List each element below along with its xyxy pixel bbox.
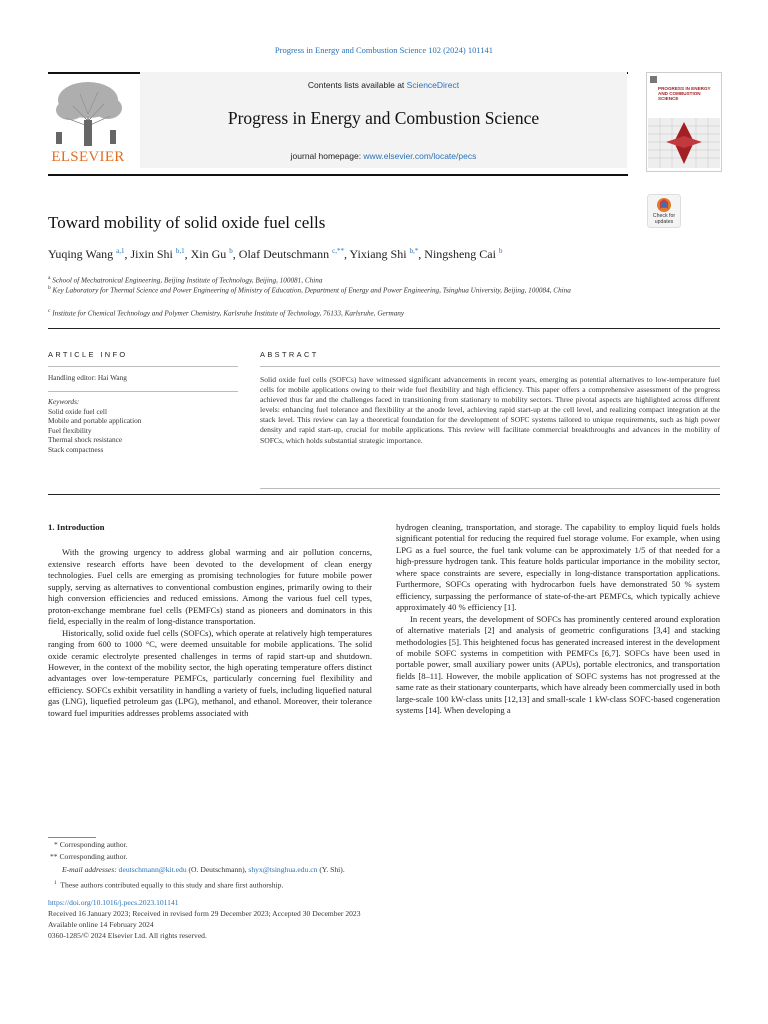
keyword: Solid oxide fuel cell (48, 406, 107, 416)
paragraph: With the growing urgency to address global warming and air pollution concerns, extensive research efforts have been devoted to the development of clean energy technologies. Fuel cells are emerging as promising technologies for future mobile power supply, serving as alternatives to conventional combustion engines, primarily owing to their high conversion efficiencies and reduced emissions. Among the various fuel cell types, proton-exchange membrane fuel cells (PEMFCs) stand as pioneers and dominators in this field, especially in the realm of long-distance transportation. (48, 547, 372, 627)
paragraph: hydrogen cleaning, transportation, and storage. The capability to employ liquid fuels holds significant potential for reducing the required fuel storage volume. For example, when using LPG as a fuel source, the fuel tank volume can be approximately 1/5 of that needed for a high-pressure hydrogen tank. This feature holds particular importance in the mobility sector, where space constraints are severe, especially in long-distance transportation applications. Furthermore, SOFCs operating with hydrocarbon fuels have demonstrated 50 % system efficiency, surpassing the performance of state-of-the-art PEMFCs, which typically achieve approximately 40 % efficiency [1]. (396, 522, 720, 613)
email-label: E-mail addresses: (62, 865, 117, 874)
author[interactable]: Xin Gu $^b$, (190, 247, 239, 261)
journal-citation[interactable]: Progress in Energy and Combustion Science 102 (2024) 101141 (274, 45, 494, 55)
footnote-equal-contribution: $^1$ These authors contributed equally to this study and share first authorship. (54, 880, 284, 890)
abstract-text: Solid oxide fuel cells (SOFCs) have witnessed significant advancements in recent years, emerging as potential alternatives to low-temperature fuel cells for mobile applications owing to their wide fuel flexibility and high efficiency. This paper offers a comprehensive assessment of the progress achieved thus far and the challenges faced in transitioning from stationary to mobility sectors. Three pivotal aspects are highlighted across different levels: enhancing fuel tolerance and flexibility at the anode level, achieving rapid start-up at the cell level, and realizing compact integration at the stack level. This review can lay a theoretical foundation for the development of SOFC systems tailored to unique requirements, such as high power density and rapid start-up, crucial for mobile applications. This review will facilitate commercial breakthroughs and advances in the mobility of SOFCs, which holds substantial strategic importance. (260, 375, 720, 445)
author[interactable]: Yixiang Shi $^{b,*}$, (349, 247, 425, 261)
abstract-heading: ABSTRACT (260, 350, 319, 359)
homepage-prefix: journal homepage: (290, 151, 364, 161)
affiliation: $^b$ Key Laboratory for Thermal Science and Power Engineering of Ministry of Education, Department of Energy and Power Engineering, Tsinghua University, Beijing, 100084, China (48, 285, 571, 295)
footnote-emails: E-mail addresses: deutschmann@kit.edu (O. Deutschmann), shyx@tsinghua.edu.cn (Y. Shi). (62, 865, 345, 874)
email-link[interactable]: deutschmann@kit.edu (118, 865, 187, 874)
affiliation: $^a$ School of Mechatronical Engineering, Beijing Institute of Technology, Beijing, 100081, China (48, 275, 323, 285)
copyright: 0360-1285/© 2024 Elsevier Ltd. All rights reserved. (48, 930, 207, 940)
article-info-heading: ARTICLE INFO (48, 350, 128, 359)
divider (48, 366, 238, 367)
sciencedirect-link[interactable]: ScienceDirect (406, 80, 460, 90)
contents-prefix: Contents lists available at (307, 80, 407, 90)
divider (260, 366, 720, 367)
check-for-updates-label: Check for updates (652, 213, 676, 225)
contents-line (140, 80, 627, 90)
author-list (48, 247, 502, 262)
divider (48, 328, 720, 329)
divider (48, 494, 720, 495)
divider (48, 391, 238, 392)
cover-title: PROGRESS IN ENERGY AND COMBUSTION SCIENCE (658, 86, 711, 101)
keyword: Fuel flexibility (48, 425, 92, 435)
received-dates: Received 16 January 2023; Received in revised form 29 December 2023; Accepted 30 December 2023 (48, 908, 361, 918)
footnote-corresponding: ** Corresponding author. (50, 852, 128, 861)
footnote-rule (48, 837, 96, 838)
article-title: Toward mobility of solid oxide fuel cells (48, 213, 326, 232)
author[interactable]: Yuqing Wang $^{a,1}$, (48, 247, 131, 261)
keyword: Mobile and portable application (48, 416, 142, 426)
paragraph: In recent years, the development of SOFCs has prominently centered around exploration of alternative materials [2] and analysis of geometric configurations [3,4] and stacking methodologies [5]. This heightened focus has generated increased interest in the development of mobile SOFC systems in competition with PEMFCs [6,7]. SOFCs have been used in portable power, small auxiliary power units (APUs), portable electronics, and transportation fields [8–11]. However, the mobile application of SOFC systems has not progressed at the same rate as their stationary counterparts, which have already been commercially used in both large-scale 100 kW-class units [12,13] and small-scale 1 kW-class SOFC-based cogeneration systems [14]. When developing a (396, 613, 720, 716)
body-column-right (396, 522, 720, 717)
homepage-line (140, 151, 627, 161)
doi-link[interactable]: https://doi.org/10.1016/j.pecs.2023.101141 (48, 898, 179, 907)
handling-editor: Handling editor: Hai Wang (48, 373, 127, 382)
elsevier-wordmark: ELSEVIER (51, 149, 125, 165)
author[interactable]: Ningsheng Cai $^b$ (424, 247, 503, 261)
publication-info (48, 898, 720, 942)
keywords-block (48, 397, 238, 455)
body-column-left (48, 522, 372, 719)
homepage-link[interactable]: www.elsevier.com/locate/pecs (363, 151, 477, 161)
divider (260, 488, 720, 489)
header-rule-bottom (48, 174, 628, 176)
author[interactable]: Olaf Deutschmann $^{c,**}$, (238, 247, 350, 261)
keywords-label: Keywords: (48, 397, 80, 406)
keyword: Thermal shock resistance (48, 435, 123, 445)
paragraph: Historically, solid oxide fuel cells (SOFCs), which operate at relatively high temperatures ranging from 600 to 1000 °C, were deemed unsuitable for mobile applications. The solid oxide ceramic electrolyte presented challenges in terms of rapid start-up and shutdown. However, in the context of the mobility sector, the high operating temperature offers distinct advantages over low-temperature PEMFCs, particularly concerning fuel flexibility and efficiency. SOFCs exhibit versatility in handling a variety of fuels, including liquefied natural gas (LNG), liquefied petroleum gas (LPG), methanol, and ethanol. Moreover, their tolerance toward fuel impurities addresses problems associated with (48, 627, 372, 718)
email-link[interactable]: shyx@tsinghua.edu.cn (248, 865, 318, 874)
journal-title: Progress in Energy and Combustion Science (227, 108, 540, 128)
available-online: Available online 14 February 2024 (48, 919, 154, 929)
affiliation: $^c$ Institute for Chemical Technology and Polymer Chemistry, Karlsruhe Institute of Technology, 76133, Karlsruhe, Germany (48, 308, 405, 318)
footnote-corresponding: * Corresponding author. (54, 840, 128, 849)
keyword: Stack compactness (48, 444, 104, 454)
author[interactable]: Jixin Shi $^{b,1}$, (130, 247, 191, 261)
section-heading: 1. Introduction (48, 522, 105, 532)
